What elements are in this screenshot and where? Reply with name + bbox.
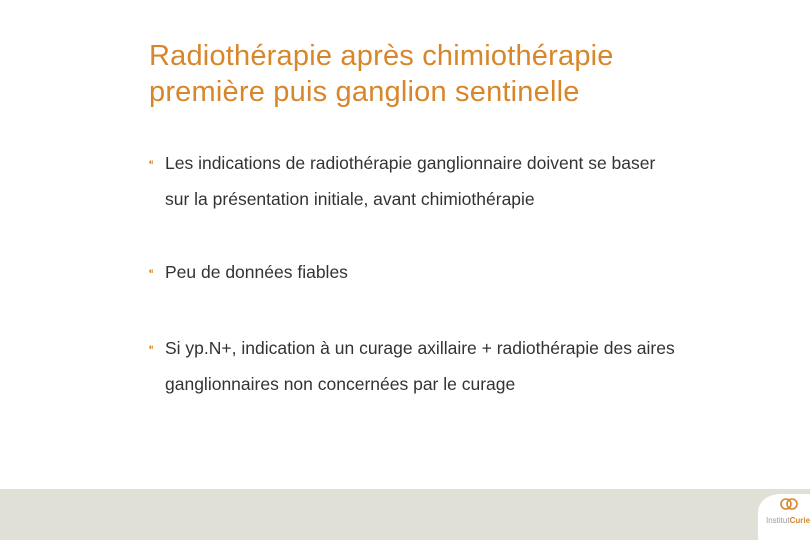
curie-rings-icon <box>779 497 799 511</box>
bullet-item <box>148 145 655 217</box>
institut-curie-logo <box>758 494 810 540</box>
bullet-text-line: Peu de données fiables <box>165 262 348 282</box>
bullet-marker-icon: ⁌ <box>148 341 154 355</box>
bullet-item <box>148 254 348 290</box>
footer-band <box>0 489 810 540</box>
bullet-item <box>148 330 675 402</box>
bullet-marker-icon: ⁌ <box>148 156 154 170</box>
slide-title <box>149 38 769 110</box>
bullet-text-line: Les indications de radiothérapie ganglionnaire doivent se baser <box>165 153 656 173</box>
bullet-text-line: Si yp.N+, indication à un curage axillaire + radiothérapie des aires <box>165 338 675 358</box>
bullet-marker-icon: ⁌ <box>148 265 154 279</box>
bullet-text-line: ganglionnaires non concernées par le curage <box>165 374 516 394</box>
logo-prefix: Institut <box>766 516 790 525</box>
slide-title-line-1: Radiothérapie après chimiothérapie <box>149 40 614 72</box>
slide-title-line-2: première puis ganglion sentinelle <box>149 76 580 108</box>
bullet-text-line: sur la présentation initiale, avant chimiothérapie <box>165 189 535 209</box>
logo-text <box>766 516 810 525</box>
logo-name: Curie <box>789 516 810 525</box>
